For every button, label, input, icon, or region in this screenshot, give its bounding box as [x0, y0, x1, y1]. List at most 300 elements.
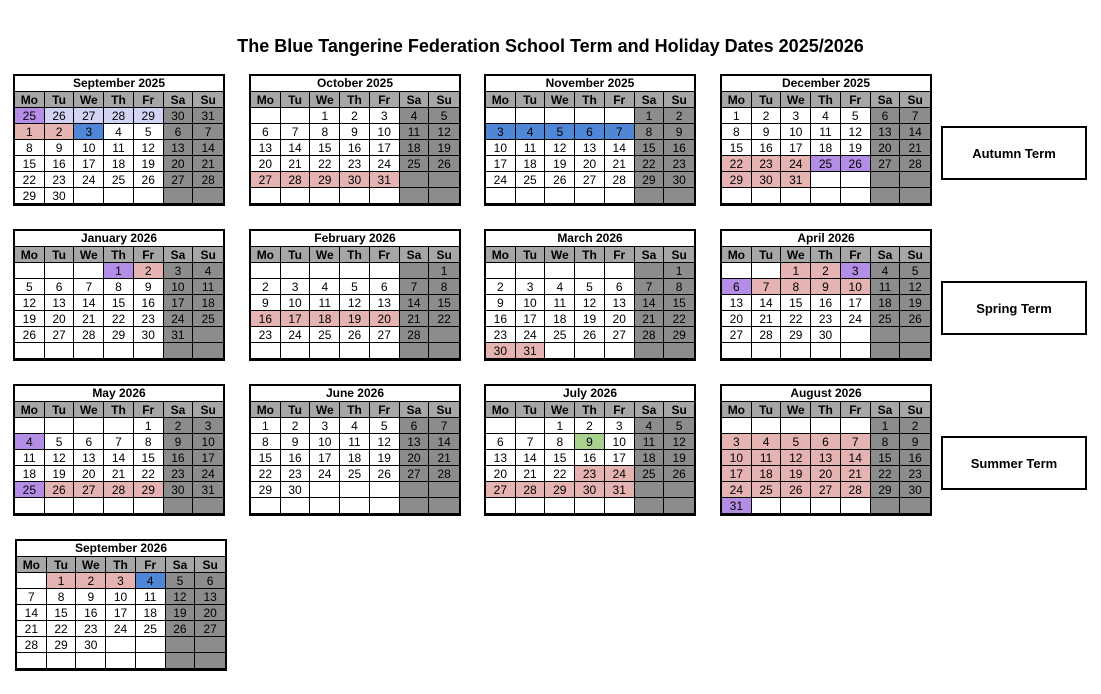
empty-cell	[545, 343, 575, 359]
day-cell: 13	[370, 295, 400, 311]
day-cell: 20	[871, 140, 901, 156]
day-cell: 12	[841, 124, 871, 140]
day-cell: 2	[251, 279, 281, 295]
empty-cell	[166, 637, 196, 653]
weekday-header: Fr	[134, 402, 164, 418]
day-cell: 13	[575, 140, 605, 156]
day-cell: 2	[164, 418, 194, 434]
day-cell: 16	[251, 311, 281, 327]
day-cell: 7	[74, 279, 104, 295]
day-cell: 18	[752, 466, 782, 482]
day-cell: 3	[74, 124, 104, 140]
day-cell: 10	[106, 589, 136, 605]
day-cell: 5	[370, 418, 400, 434]
day-cell: 24	[781, 156, 811, 172]
day-cell: 11	[193, 279, 223, 295]
month-grid	[15, 247, 223, 359]
weekday-header: Mo	[15, 402, 45, 418]
day-cell: 14	[752, 295, 782, 311]
day-cell: 22	[664, 311, 694, 327]
day-cell: 15	[251, 450, 281, 466]
weekday-header: Mo	[15, 92, 45, 108]
day-cell: 12	[370, 434, 400, 450]
day-cell: 13	[74, 450, 104, 466]
empty-cell	[281, 498, 311, 514]
month-title: May 2026	[15, 386, 223, 402]
weekday-header: Tu	[281, 92, 311, 108]
day-cell: 22	[545, 466, 575, 482]
day-cell: 11	[752, 450, 782, 466]
day-cell: 27	[370, 327, 400, 343]
day-cell: 23	[340, 156, 370, 172]
day-cell: 16	[575, 450, 605, 466]
day-cell: 9	[811, 279, 841, 295]
empty-cell	[811, 188, 841, 204]
empty-cell	[400, 172, 430, 188]
day-cell: 27	[74, 108, 104, 124]
month-title: October 2025	[251, 76, 459, 92]
day-cell: 13	[164, 140, 194, 156]
day-cell: 10	[486, 140, 516, 156]
day-cell: 23	[164, 466, 194, 482]
day-cell: 29	[635, 172, 665, 188]
day-cell: 24	[370, 156, 400, 172]
day-cell: 19	[134, 156, 164, 172]
day-cell: 3	[281, 279, 311, 295]
day-cell: 18	[136, 605, 166, 621]
day-cell: 24	[486, 172, 516, 188]
weekday-header: Mo	[15, 247, 45, 263]
weekday-header: Th	[575, 92, 605, 108]
day-cell: 21	[281, 156, 311, 172]
day-cell: 20	[400, 450, 430, 466]
day-cell: 11	[340, 434, 370, 450]
empty-cell	[605, 188, 635, 204]
day-cell: 17	[310, 450, 340, 466]
month-calendar	[249, 384, 461, 516]
day-cell: 15	[545, 450, 575, 466]
day-cell: 9	[752, 124, 782, 140]
day-cell: 2	[45, 124, 75, 140]
weekday-header: Fr	[841, 92, 871, 108]
weekday-header: Sa	[400, 247, 430, 263]
month-title: January 2026	[15, 231, 223, 247]
day-cell: 18	[340, 450, 370, 466]
day-cell: 25	[752, 482, 782, 498]
day-cell: 17	[516, 311, 546, 327]
month-title: September 2025	[15, 76, 223, 92]
day-cell: 14	[104, 450, 134, 466]
empty-cell	[516, 108, 546, 124]
day-cell: 15	[310, 140, 340, 156]
day-cell: 28	[516, 482, 546, 498]
month-grid	[486, 247, 694, 359]
day-cell: 8	[664, 279, 694, 295]
weekday-header: Th	[106, 557, 136, 573]
empty-cell	[516, 498, 546, 514]
day-cell: 9	[486, 295, 516, 311]
empty-cell	[545, 263, 575, 279]
day-cell: 2	[281, 418, 311, 434]
day-cell: 21	[900, 140, 930, 156]
day-cell: 20	[74, 466, 104, 482]
page-title: The Blue Tangerine Federation School Term and Holiday Dates 2025/2026	[237, 36, 864, 56]
day-cell: 25	[104, 172, 134, 188]
day-cell: 11	[635, 434, 665, 450]
day-cell: 26	[900, 311, 930, 327]
day-cell: 13	[251, 140, 281, 156]
day-cell: 20	[811, 466, 841, 482]
empty-cell	[134, 343, 164, 359]
month-grid	[15, 92, 223, 204]
empty-cell	[104, 418, 134, 434]
day-cell: 18	[104, 156, 134, 172]
day-cell: 8	[134, 434, 164, 450]
month-title: November 2025	[486, 76, 694, 92]
empty-cell	[841, 418, 871, 434]
weekday-header: Tu	[281, 402, 311, 418]
day-cell: 11	[516, 140, 546, 156]
day-cell: 6	[251, 124, 281, 140]
day-cell: 2	[575, 418, 605, 434]
empty-cell	[340, 498, 370, 514]
weekday-header: Su	[900, 92, 930, 108]
day-cell: 7	[516, 434, 546, 450]
weekday-header: Mo	[486, 92, 516, 108]
day-cell: 1	[635, 108, 665, 124]
weekday-header: Fr	[134, 92, 164, 108]
day-cell: 14	[516, 450, 546, 466]
day-cell: 28	[400, 327, 430, 343]
weekday-header: We	[781, 402, 811, 418]
empty-cell	[134, 498, 164, 514]
day-cell: 20	[251, 156, 281, 172]
empty-cell	[164, 498, 194, 514]
day-cell: 21	[193, 156, 223, 172]
day-cell: 18	[871, 295, 901, 311]
weekday-header: We	[310, 92, 340, 108]
day-cell: 30	[134, 327, 164, 343]
day-cell: 1	[251, 418, 281, 434]
day-cell: 15	[15, 156, 45, 172]
day-cell: 31	[781, 172, 811, 188]
empty-cell	[516, 188, 546, 204]
weekday-header: Sa	[164, 92, 194, 108]
empty-cell	[400, 498, 430, 514]
day-cell: 13	[195, 589, 225, 605]
day-cell: 7	[104, 434, 134, 450]
day-cell: 25	[193, 311, 223, 327]
day-cell: 11	[104, 140, 134, 156]
day-cell: 25	[15, 108, 45, 124]
month-calendar	[720, 74, 932, 206]
day-cell: 23	[752, 156, 782, 172]
day-cell: 18	[15, 466, 45, 482]
day-cell: 23	[486, 327, 516, 343]
empty-cell	[370, 343, 400, 359]
empty-cell	[106, 637, 136, 653]
day-cell: 30	[164, 482, 194, 498]
day-cell: 16	[164, 450, 194, 466]
empty-cell	[752, 498, 782, 514]
day-cell: 21	[429, 450, 459, 466]
month-calendar	[249, 229, 461, 361]
day-cell: 14	[605, 140, 635, 156]
weekday-header: Su	[429, 402, 459, 418]
day-cell: 24	[841, 311, 871, 327]
weekday-header: Sa	[871, 92, 901, 108]
day-cell: 12	[664, 434, 694, 450]
weekday-header: We	[76, 557, 106, 573]
weekday-header: Mo	[722, 247, 752, 263]
day-cell: 29	[15, 188, 45, 204]
month-title: July 2026	[486, 386, 694, 402]
day-cell: 13	[722, 295, 752, 311]
day-cell: 30	[486, 343, 516, 359]
day-cell: 24	[106, 621, 136, 637]
day-cell: 29	[545, 482, 575, 498]
empty-cell	[841, 498, 871, 514]
day-cell: 1	[781, 263, 811, 279]
empty-cell	[635, 263, 665, 279]
day-cell: 20	[486, 466, 516, 482]
empty-cell	[545, 108, 575, 124]
day-cell: 8	[47, 589, 77, 605]
day-cell: 12	[15, 295, 45, 311]
day-cell: 4	[516, 124, 546, 140]
weekday-header: We	[310, 247, 340, 263]
day-cell: 28	[900, 156, 930, 172]
month-title: February 2026	[251, 231, 459, 247]
empty-cell	[164, 188, 194, 204]
month-grid	[17, 557, 225, 669]
day-cell: 7	[429, 418, 459, 434]
day-cell: 9	[575, 434, 605, 450]
day-cell: 10	[370, 124, 400, 140]
day-cell: 17	[722, 466, 752, 482]
day-cell: 28	[104, 108, 134, 124]
day-cell: 21	[74, 311, 104, 327]
empty-cell	[605, 108, 635, 124]
day-cell: 2	[664, 108, 694, 124]
day-cell: 31	[164, 327, 194, 343]
day-cell: 19	[841, 140, 871, 156]
day-cell: 27	[45, 327, 75, 343]
weekday-header: Sa	[164, 247, 194, 263]
day-cell: 24	[164, 311, 194, 327]
empty-cell	[871, 327, 901, 343]
month-title: March 2026	[486, 231, 694, 247]
day-cell: 19	[575, 311, 605, 327]
day-cell: 14	[74, 295, 104, 311]
month-calendar	[13, 384, 225, 516]
day-cell: 15	[104, 295, 134, 311]
empty-cell	[605, 263, 635, 279]
empty-cell	[605, 343, 635, 359]
day-cell: 6	[871, 108, 901, 124]
empty-cell	[281, 263, 311, 279]
day-cell: 16	[752, 140, 782, 156]
day-cell: 8	[545, 434, 575, 450]
empty-cell	[370, 482, 400, 498]
day-cell: 23	[575, 466, 605, 482]
day-cell: 27	[605, 327, 635, 343]
weekday-header: Fr	[370, 92, 400, 108]
day-cell: 3	[310, 418, 340, 434]
day-cell: 21	[104, 466, 134, 482]
day-cell: 6	[722, 279, 752, 295]
day-cell: 31	[516, 343, 546, 359]
day-cell: 12	[575, 295, 605, 311]
weekday-header: Sa	[871, 402, 901, 418]
day-cell: 2	[134, 263, 164, 279]
day-cell: 26	[340, 327, 370, 343]
weekday-header: Mo	[251, 247, 281, 263]
day-cell: 4	[752, 434, 782, 450]
weekday-header: Tu	[45, 247, 75, 263]
day-cell: 16	[811, 295, 841, 311]
day-cell: 24	[310, 466, 340, 482]
day-cell: 9	[281, 434, 311, 450]
day-cell: 25	[310, 327, 340, 343]
empty-cell	[722, 188, 752, 204]
month-grid	[722, 92, 930, 204]
empty-cell	[722, 263, 752, 279]
weekday-header: Sa	[635, 247, 665, 263]
day-cell: 25	[516, 172, 546, 188]
month-calendar	[13, 229, 225, 361]
empty-cell	[281, 188, 311, 204]
day-cell: 13	[400, 434, 430, 450]
weekday-header: Mo	[251, 92, 281, 108]
weekday-header: Fr	[605, 247, 635, 263]
day-cell: 14	[635, 295, 665, 311]
day-cell: 25	[811, 156, 841, 172]
empty-cell	[635, 188, 665, 204]
empty-cell	[811, 418, 841, 434]
empty-cell	[722, 343, 752, 359]
day-cell: 15	[429, 295, 459, 311]
empty-cell	[841, 327, 871, 343]
day-cell: 20	[370, 311, 400, 327]
day-cell: 27	[871, 156, 901, 172]
day-cell: 12	[545, 140, 575, 156]
day-cell: 3	[722, 434, 752, 450]
day-cell: 25	[400, 156, 430, 172]
day-cell: 7	[752, 279, 782, 295]
day-cell: 4	[635, 418, 665, 434]
day-cell: 19	[664, 450, 694, 466]
day-cell: 2	[752, 108, 782, 124]
empty-cell	[15, 263, 45, 279]
weekday-header: Su	[193, 402, 223, 418]
month-title: September 2026	[17, 541, 225, 557]
day-cell: 23	[76, 621, 106, 637]
month-grid	[722, 247, 930, 359]
day-cell: 8	[15, 140, 45, 156]
empty-cell	[106, 653, 136, 669]
day-cell: 25	[871, 311, 901, 327]
weekday-header: Fr	[605, 92, 635, 108]
day-cell: 5	[340, 279, 370, 295]
weekday-header: We	[545, 247, 575, 263]
day-cell: 24	[605, 466, 635, 482]
empty-cell	[664, 498, 694, 514]
day-cell: 3	[193, 418, 223, 434]
day-cell: 3	[164, 263, 194, 279]
day-cell: 22	[722, 156, 752, 172]
day-cell: 12	[166, 589, 196, 605]
weekday-header: Mo	[722, 92, 752, 108]
month-grid	[486, 402, 694, 514]
day-cell: 8	[251, 434, 281, 450]
day-cell: 3	[841, 263, 871, 279]
day-cell: 9	[45, 140, 75, 156]
empty-cell	[195, 637, 225, 653]
empty-cell	[605, 498, 635, 514]
weekday-header: Su	[429, 247, 459, 263]
day-cell: 14	[281, 140, 311, 156]
weekday-header: Tu	[516, 402, 546, 418]
day-cell: 1	[664, 263, 694, 279]
empty-cell	[781, 498, 811, 514]
weekday-header: Fr	[370, 247, 400, 263]
empty-cell	[841, 188, 871, 204]
day-cell: 17	[106, 605, 136, 621]
day-cell: 17	[193, 450, 223, 466]
empty-cell	[370, 263, 400, 279]
day-cell: 17	[370, 140, 400, 156]
day-cell: 6	[486, 434, 516, 450]
empty-cell	[310, 343, 340, 359]
day-cell: 8	[104, 279, 134, 295]
day-cell: 15	[664, 295, 694, 311]
day-cell: 14	[400, 295, 430, 311]
day-cell: 9	[134, 279, 164, 295]
day-cell: 30	[575, 482, 605, 498]
empty-cell	[841, 172, 871, 188]
day-cell: 19	[370, 450, 400, 466]
empty-cell	[74, 188, 104, 204]
day-cell: 3	[370, 108, 400, 124]
empty-cell	[871, 188, 901, 204]
empty-cell	[575, 188, 605, 204]
weekday-header: Tu	[516, 247, 546, 263]
empty-cell	[195, 653, 225, 669]
day-cell: 19	[781, 466, 811, 482]
day-cell: 15	[722, 140, 752, 156]
weekday-header: Sa	[400, 402, 430, 418]
month-title: December 2025	[722, 76, 930, 92]
empty-cell	[251, 263, 281, 279]
empty-cell	[251, 343, 281, 359]
empty-cell	[575, 263, 605, 279]
day-cell: 25	[15, 482, 45, 498]
weekday-header: Tu	[516, 92, 546, 108]
weekday-header: We	[310, 402, 340, 418]
empty-cell	[400, 482, 430, 498]
empty-cell	[310, 263, 340, 279]
empty-cell	[635, 498, 665, 514]
day-cell: 4	[310, 279, 340, 295]
weekday-header: We	[545, 92, 575, 108]
day-cell: 26	[664, 466, 694, 482]
autumn-term-label: Autumn Term	[941, 126, 1087, 180]
weekday-header: Fr	[136, 557, 166, 573]
empty-cell	[370, 498, 400, 514]
day-cell: 8	[871, 434, 901, 450]
day-cell: 3	[781, 108, 811, 124]
